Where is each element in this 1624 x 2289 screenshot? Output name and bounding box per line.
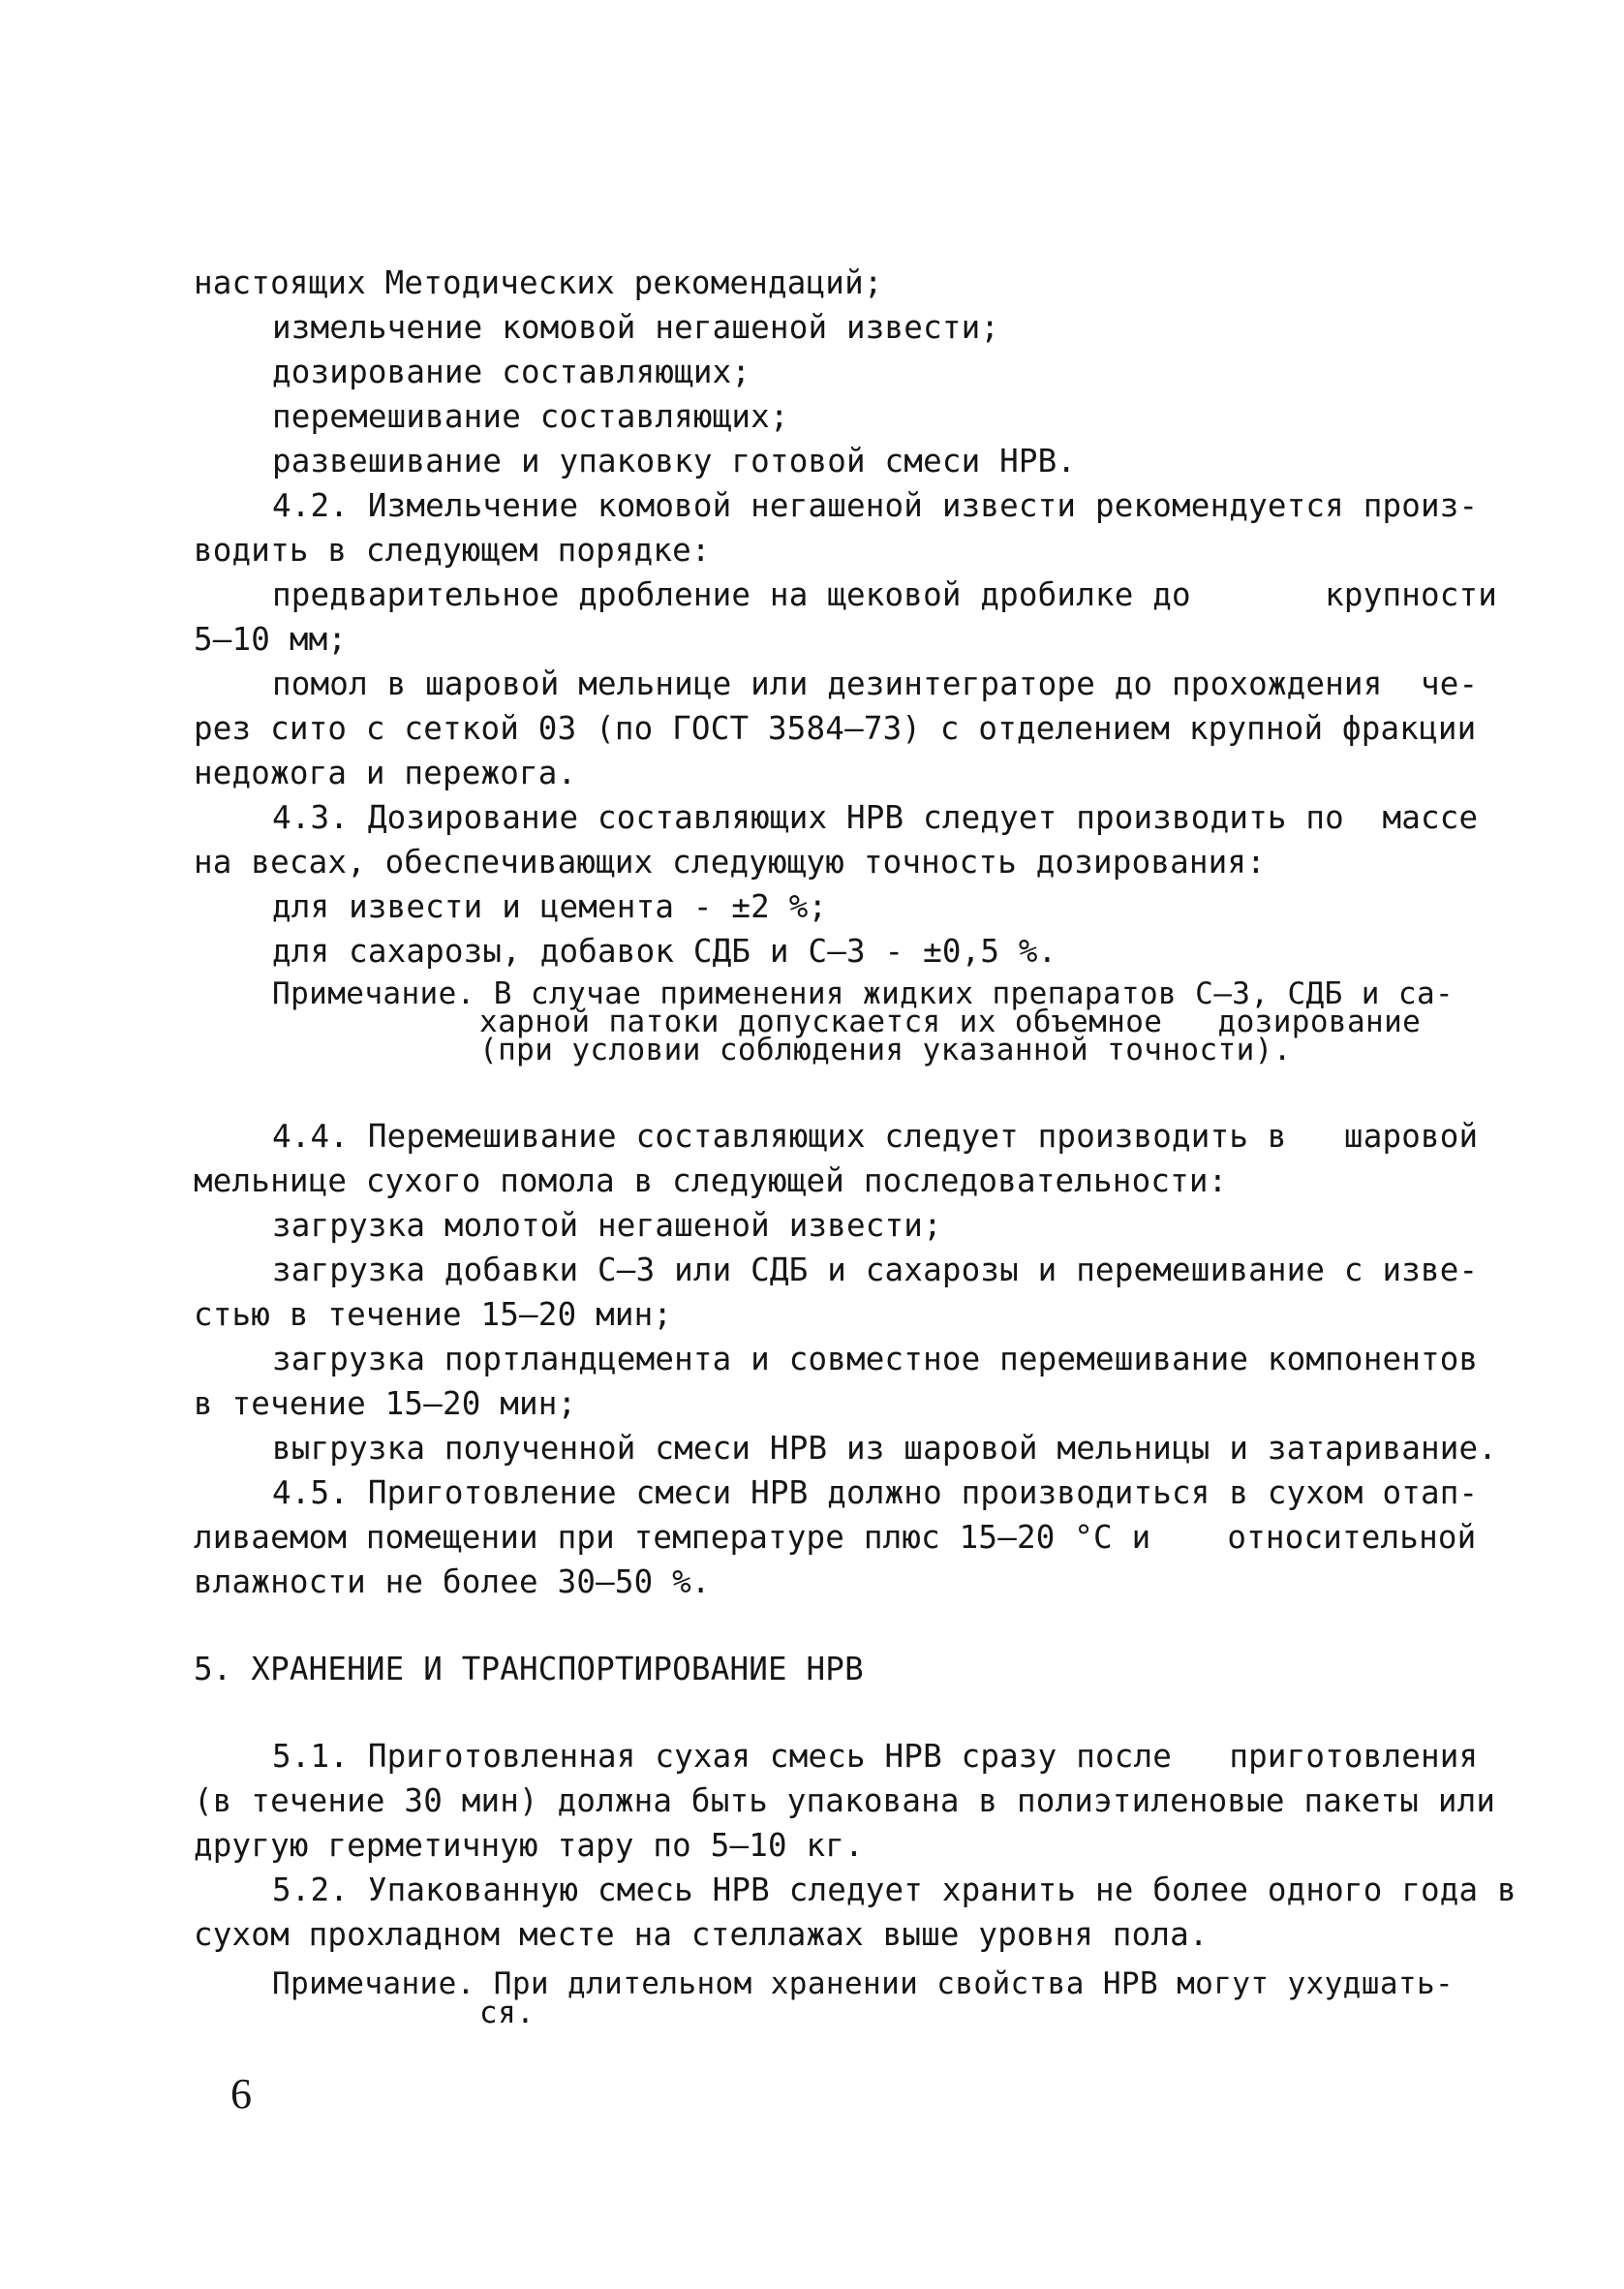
text-line: 5–10 мм; [194,621,348,658]
text-line: загрузка молотой негашеной извести; [272,1207,942,1244]
text-line: рез сито с сеткой 03 (по ГОСТ 3584–73) с отделением крупной фракции [194,710,1477,747]
text-line: ливаемом помещении при температуре плюс 15–20 °С и относительной [194,1519,1477,1556]
text-line: 5.1. Приготовленная сухая смесь НРВ сразу после приготовления [272,1738,1479,1775]
text-line: водить в следующем порядке: [194,532,711,569]
note-line: Примечание. В случае применения жидких препаратов С–3, СДБ и са- [272,976,1455,1011]
section-heading: 5. ХРАНЕНИЕ И ТРАНСПОРТИРОВАНИЕ НРВ [194,1651,864,1687]
text-line: на весах, обеспечивающих следующую точность дозирования: [194,844,1266,881]
text-line: 4.2. Измельчение комовой негашеной извести рекомендуется произ- [272,487,1479,524]
text-line: измельчение комовой негашеной извести; [272,309,1000,346]
note-line: (при условии соблюдения указанной точности). [479,1033,1292,1067]
text-line: выгрузка полученной смеси НРВ из шаровой мельницы и затаривание. [272,1430,1498,1467]
text-line: стью в течение 15–20 мин; [194,1296,673,1333]
text-line: для сахарозы, добавок СДБ и С–3 - ±0,5 %. [272,933,1057,970]
text-line: 5.2. Упакованную смесь НРВ следует хранить не более одного года в [272,1871,1517,1908]
text-line: другую герметичную тару по 5–10 кг. [194,1827,864,1864]
text-line: дозирование составляющих; [272,354,751,390]
text-line: 4.4. Перемешивание составляющих следует производить в шаровой [272,1118,1479,1155]
page-number: 6 [230,2070,253,2118]
text-line: для извести и цемента - ±2 %; [272,888,828,925]
text-line: (в течение 30 мин) должна быть упакована в полиэтиленовые пакеты или [194,1782,1496,1819]
text-line: 4.3. Дозирование составляющих НРВ следует производить по массе [272,799,1479,836]
text-line: недожога и пережога. [194,755,577,791]
text-line: развешивание и упаковку готовой смеси НРВ. [272,443,1077,479]
text-line: настоящих Методических рекомендаций; [194,264,883,301]
text-line: мельнице сухого помола в следующей последовательности: [194,1162,1228,1199]
note-line: ся. [479,1995,536,2030]
text-line: в течение 15–20 мин; [194,1385,577,1422]
text-line: сухом прохладном месте на стеллажах выше уровня пола. [194,1916,1209,1953]
text-line: помол в шаровой мельнице или дезинтеграторе до прохождения че- [272,665,1479,702]
text-line: влажности не более 30–50 %. [194,1563,711,1600]
text-line: загрузка добавки С–3 или СДБ и сахарозы и перемешивание с изве- [272,1252,1479,1288]
note-line: Примечание. При длительном хранении свойства НРВ могут ухудшать- [272,1966,1455,2001]
text-line: перемешивание составляющих; [272,398,789,435]
text-line: загрузка портландцемента и совместное перемешивание компонентов [272,1341,1479,1377]
text-line: предварительное дробление на щековой дробилке до крупности [272,576,1498,613]
note-line: харной патоки допускается их объемное дозирование [479,1005,1422,1039]
text-line: 4.5. Приготовление смеси НРВ должно производиться в сухом отап- [272,1474,1479,1511]
